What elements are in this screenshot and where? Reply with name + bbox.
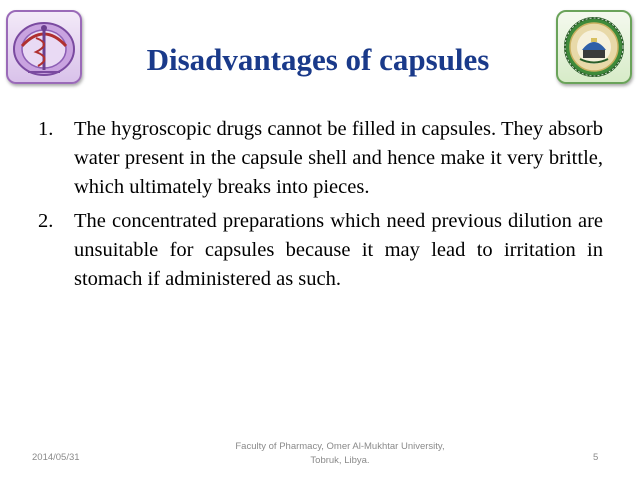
footer-institution xyxy=(215,440,465,468)
list-item-number: 1. xyxy=(38,118,54,140)
footer-institution-line1: Faculty of Pharmacy, Omer Al-Mukhtar University, xyxy=(235,441,445,452)
list-item-text: The concentrated preparations which need previous dilution are unsuitable for capsules because it may lead to irritation in stomach if administered as such. xyxy=(74,210,603,290)
caduceus-icon xyxy=(8,12,80,82)
university-seal-icon xyxy=(558,12,630,82)
footer-page-number: 5 xyxy=(593,452,599,463)
list-item-text: The hygroscopic drugs cannot be filled in capsules. They absorb water present in the capsule shell and hence make it very brittle, which ultimately breaks into pieces. xyxy=(74,118,603,198)
list-item-number: 2. xyxy=(38,210,54,232)
disadvantages-list xyxy=(38,115,603,299)
footer-date: 2014/05/31 xyxy=(32,452,80,463)
faculty-emblem-logo xyxy=(6,10,82,84)
footer-institution-line2: Tobruk, Libya. xyxy=(310,455,370,466)
list-item xyxy=(38,115,603,202)
slide-title: Disadvantages of capsules xyxy=(146,42,490,77)
list-item xyxy=(38,207,603,294)
university-seal-logo xyxy=(556,10,632,84)
